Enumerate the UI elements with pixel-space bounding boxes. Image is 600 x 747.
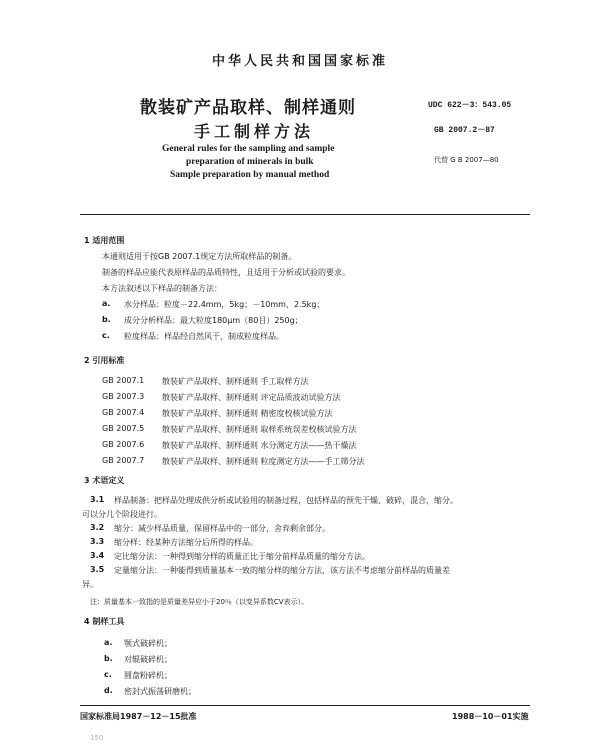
- s1-line-3: 本方法叙述以下样品的制备方法：: [102, 284, 222, 293]
- definition-number: 3.1: [90, 495, 105, 504]
- s1-item-text: 粒度样品：样品经自然风干，制成粒度样品。: [124, 332, 284, 341]
- title-zh-line1: 散装矿产品取样、制样通则: [140, 98, 356, 118]
- tool-item-text: 圆盘粉碎机；: [124, 671, 172, 680]
- ref-text: 散装矿产品取样、制样通则 精密度校核试验方法: [162, 409, 333, 418]
- definition-continuation: 可以分几个阶段进行。: [82, 510, 162, 519]
- s1-item-text: 成分分析样品：最大粒度180μm（80目）250g；: [124, 316, 303, 325]
- tool-item-label: d.: [104, 686, 113, 695]
- definition-number: 3.3: [90, 537, 105, 546]
- definition-number: 3.2: [90, 523, 105, 532]
- header-rule: [80, 214, 530, 215]
- s1-line-1: 本通则适用于按GB 2007.1规定方法所取样品的制备。: [102, 252, 297, 261]
- ref-code: GB 2007.4: [102, 408, 145, 417]
- ref-code: GB 2007.5: [102, 424, 145, 433]
- ref-text: 散装矿产品取样、制样通则 取样系统误差校核试验方法: [162, 425, 357, 434]
- s1-item-label: b.: [102, 315, 111, 324]
- definition-text: 定量缩分法：一种能得到质量基本一致的缩分样的缩分方法，该方法不考虑缩分前样品的质量差: [114, 566, 450, 575]
- tool-item-label: b.: [104, 654, 113, 663]
- ref-text: 散装矿产品取样、制样通则 水分测定方法——热干燥法: [162, 441, 357, 450]
- replaces-standard: 代替 G B 2007—80: [434, 156, 499, 164]
- ref-text: 散装矿产品取样、制样通则 手工取样方法: [162, 377, 309, 386]
- definition-text: 缩分：减少样品质量，保留样品中的一部分，舍弃剩余部分。: [114, 524, 330, 533]
- definition-text: 样品制备：把样品处理成供分析或试验用的制备过程，包括样品的预先干燥、破碎，混合，缩分。: [114, 496, 458, 505]
- gb-number: GB 2007.2－87: [434, 126, 495, 135]
- definition-note: 注：质量基本一致指的是质量差异应小于20％（以变异系数CV表示）。: [90, 598, 309, 606]
- ref-code: GB 2007.7: [102, 456, 145, 465]
- definition-text: 定比缩分法：一种得到缩分样的质量正比于缩分前样品质量的缩分方法。: [114, 552, 370, 561]
- tool-item-label: a.: [104, 638, 113, 647]
- approval-date: 国家标准局1987－12－15批准: [80, 712, 197, 721]
- implementation-date: 1988－10－01实施: [452, 712, 529, 721]
- section-4-heading: 4 制样工具: [84, 617, 125, 626]
- title-en-line1: General rules for the sampling and sample: [162, 144, 335, 154]
- s1-item-text: 水分样品：粒度－22.4mm，5kg；－10mm，2.5kg；: [124, 300, 325, 309]
- section-2-heading: 2 引用标准: [84, 356, 125, 365]
- definition-number: 3.4: [90, 551, 105, 560]
- page-number: 150: [90, 734, 104, 742]
- section-1-heading: 1 适用范围: [84, 236, 125, 245]
- ref-code: GB 2007.6: [102, 440, 145, 449]
- tool-item-text: 对辊破碎机；: [124, 655, 172, 664]
- definition-number: 3.5: [90, 565, 105, 574]
- definition-text: 缩分样：经某种方法缩分后所得的样品。: [114, 538, 258, 547]
- udc-number: UDC 622－3：543.05: [428, 101, 512, 110]
- section-3-heading: 3 术语定义: [84, 476, 125, 485]
- ref-text: 散装矿产品取样、制样通则 评定品质波动试验方法: [162, 393, 341, 402]
- ref-code: GB 2007.3: [102, 392, 145, 401]
- title-en-line3: Sample preparation by manual method: [170, 170, 330, 180]
- ref-text: 散装矿产品取样、制样通则 粒度测定方法——手工筛分法: [162, 457, 365, 466]
- s1-item-label: c.: [102, 331, 110, 340]
- s1-line-2: 制备的样品应能代表原样品的品质特性，且适用于分析或试验的要求。: [102, 268, 350, 277]
- s1-item-label: a.: [102, 299, 111, 308]
- title-en-line2: preparation of minerals in bulk: [186, 157, 314, 167]
- tool-item-label: c.: [104, 670, 112, 679]
- tool-item-text: 密封式振荡研磨机；: [124, 687, 196, 696]
- footer-rule: [80, 705, 530, 706]
- issuing-org: 中华人民共和国国家标准: [211, 54, 388, 69]
- ref-code: GB 2007.1: [102, 376, 145, 385]
- definition-continuation: 异。: [82, 580, 98, 589]
- title-zh-line2: 手工制样方法: [194, 122, 315, 141]
- tool-item-text: 颚式破碎机；: [124, 639, 172, 648]
